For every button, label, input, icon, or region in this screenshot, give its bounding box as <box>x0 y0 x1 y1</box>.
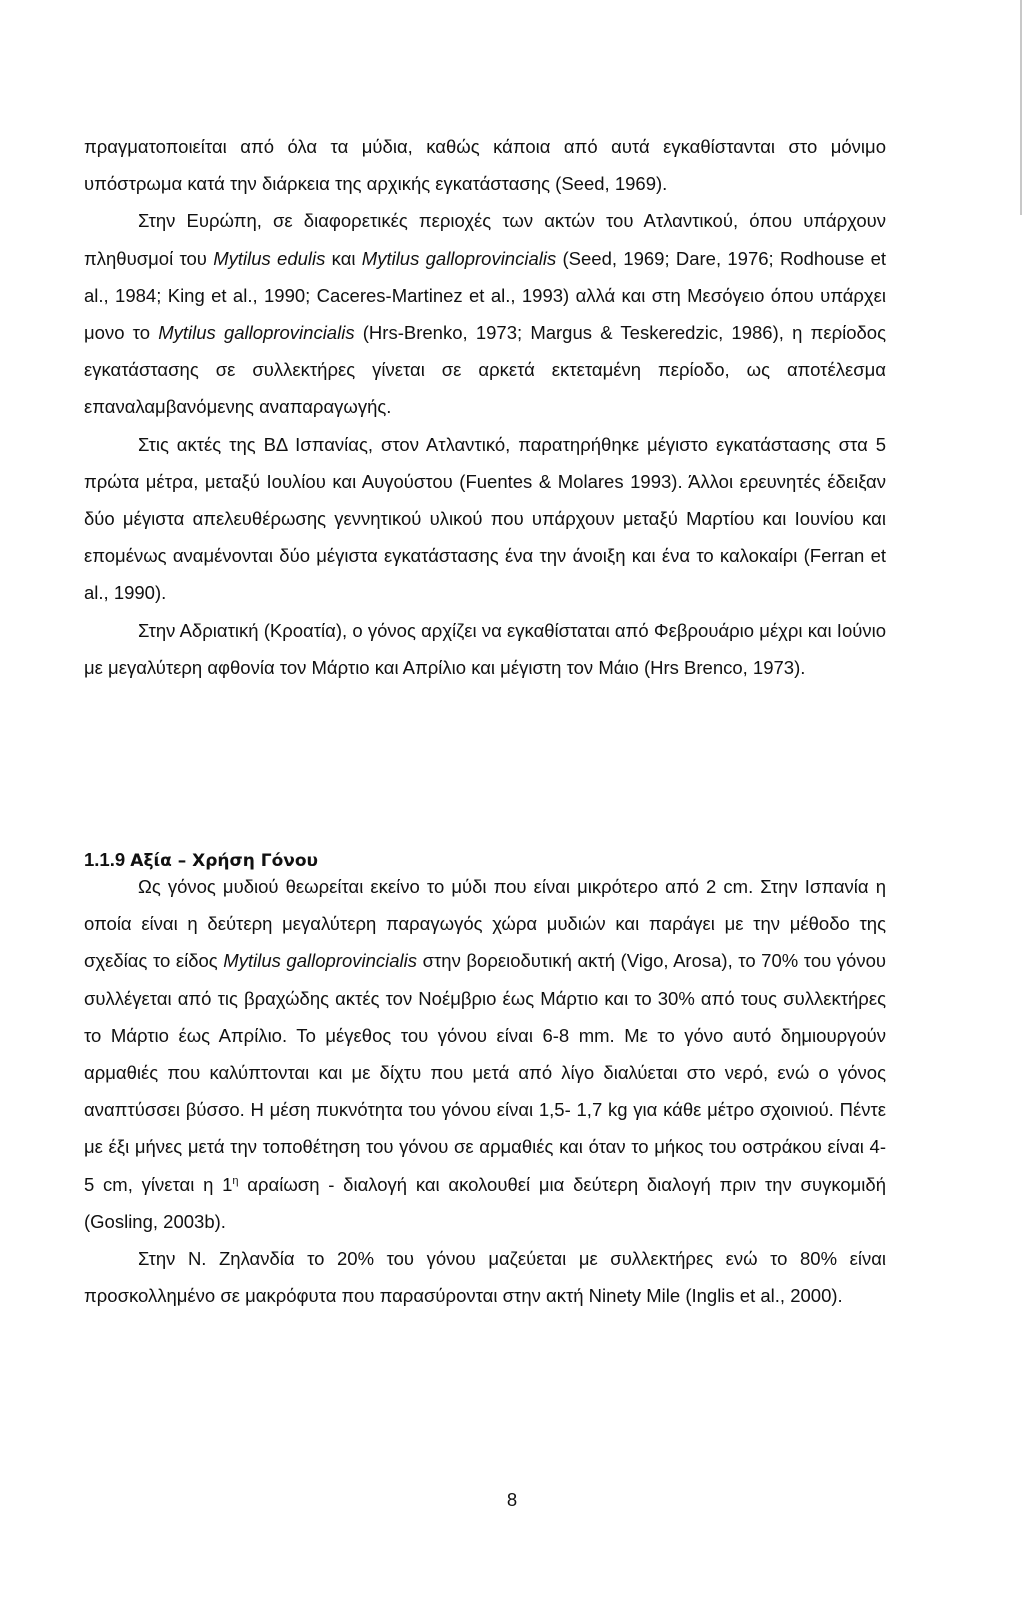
paragraph-europe <box>84 202 886 425</box>
body-text-upper <box>84 128 886 686</box>
section-number: 1.1.9 <box>84 849 126 870</box>
text-run: αραίωση - διαλογή και ακολουθεί μια δεύτερη διαλογή πριν την συγκομιδή (Gosling, 2003b). <box>84 1173 886 1232</box>
paragraph-new-zealand: Στην Ν. Ζηλανδία το 20% του γόνου μαζεύεται με συλλεκτήρες ενώ το 80% είναι προσκολλημένο σε μακρόφυτα που παρασύρονται στην ακτή Ninety Mile (Inglis et al., 2000). <box>84 1248 886 1307</box>
text-run: Ως γόνος μυδιού θεωρείται εκείνο το μύδι που είναι μικρότερο από 2 cm. Στην Ισπανία η οποία είναι η δεύτερη μεγαλύτερη παραγωγός χώρα μυδιών και παράγει με την μέθοδο της σχεδίας το είδος <box>84 876 886 972</box>
text-run: Στην Ευρώπη, σε διαφορετικές περιοχές των ακτών του Ατλαντικού, όπου υπάρχουν πληθυσμοί του <box>84 210 886 269</box>
body-text-lower <box>84 868 886 1314</box>
paragraph-spat-definition <box>84 868 886 1240</box>
text-run: και <box>325 247 362 269</box>
species-name: Mytilus galloprovincialis <box>158 322 355 344</box>
paragraph-spain: Στις ακτές της ΒΔ Ισπανίας, στον Ατλαντικό, παρατηρήθηκε μέγιστο εγκατάστασης στα 5 πρώτα μέτρα, μεταξύ Ιουλίου και Αυγούστου (Fuentes & Molares 1993). Άλλοι ερευνητές έδειξαν δύο μέγιστα απελευθέρωσης γεννητικού υλικού που υπάρχουν μεταξύ Μαρτίου και Ιουνίου και επομένως αναμένονται δύο μέγιστα εγκατάστασης ένα την άνοιξη και ένα το καλοκαίρι (Ferran et al., 1990). <box>84 433 886 604</box>
page-number: 8 <box>506 1489 518 1510</box>
species-name: Mytilus galloprovincialis <box>223 950 418 972</box>
text-run: (Hrs-Brenko, 1973; Margus & Teskeredzic, 1986), η περίοδος εγκατάστασης σε συλλεκτήρες γίνεται σε αρκετά εκτεταμένη περίοδο, ως αποτέλεσμα επαναλαμβανόμενης αναπαραγωγής. <box>84 322 886 418</box>
text-run: (Seed, 1969; Dare, 1976; Rodhouse et al., 1984; King et al., 1990; Caceres-Martinez et al., 1993) αλλά και στη Μεσόγειο όπου υπάρχει μονο το <box>84 247 887 344</box>
paragraph-continuation: πραγματοποιείται από όλα τα μύδια, καθώς κάποια από αυτά εγκαθίστανται στο μόνιμο υπόστρωμα κατά την διάρκεια της αρχικής εγκατάστασης (Seed, 1969). <box>84 136 886 195</box>
species-name: Mytilus galloprovincialis <box>361 247 557 269</box>
superscript: η <box>232 1174 239 1187</box>
species-name: Mytilus edulis <box>213 247 326 269</box>
paragraph-adriatic: Στην Αδριατική (Κροατία), ο γόνος αρχίζει να εγκαθίσταται από Φεβρουάριο μέχρι και Ιούνιο με μεγαλύτερη αφθονία τον Μάρτιο και Απρίλιο και μέγιστη τον Μάιο (Hrs Brenco, 1973). <box>84 619 886 678</box>
section-title: Αξία – Χρήση Γόνου <box>130 851 319 871</box>
page-edge-mark <box>1020 0 1022 215</box>
text-run: στην βορειοδυτική ακτή (Vigo, Arosa), το 70% του γόνου συλλέγεται από τις βραχώδης ακτές τον Νοέμβριο έως Μάρτιο και το 30% από τους συλλεκτήρες το Μάρτιο έως Απρίλιο. Το μέγεθος του γόνου είναι 6-8 mm. Με το γόνο αυτό δημιουργούν αρμαθιές που καλύπτονται και με δίχτυ που μετά από λίγο διαλύεται στο νερό, ενώ ο γόνος αναπτύσσει βύσσο. Η μέση πυκνότητα του γόνου είναι 1,5- 1,7 kg για κάθε μέτρο σχοινιού. Πέντε με έξι μήνες μετά την τοποθέτηση του γόνου σε αρμαθιές και όταν το μήκος του οστράκου είναι 4-5 cm, γίνεται η 1 <box>84 950 886 1195</box>
